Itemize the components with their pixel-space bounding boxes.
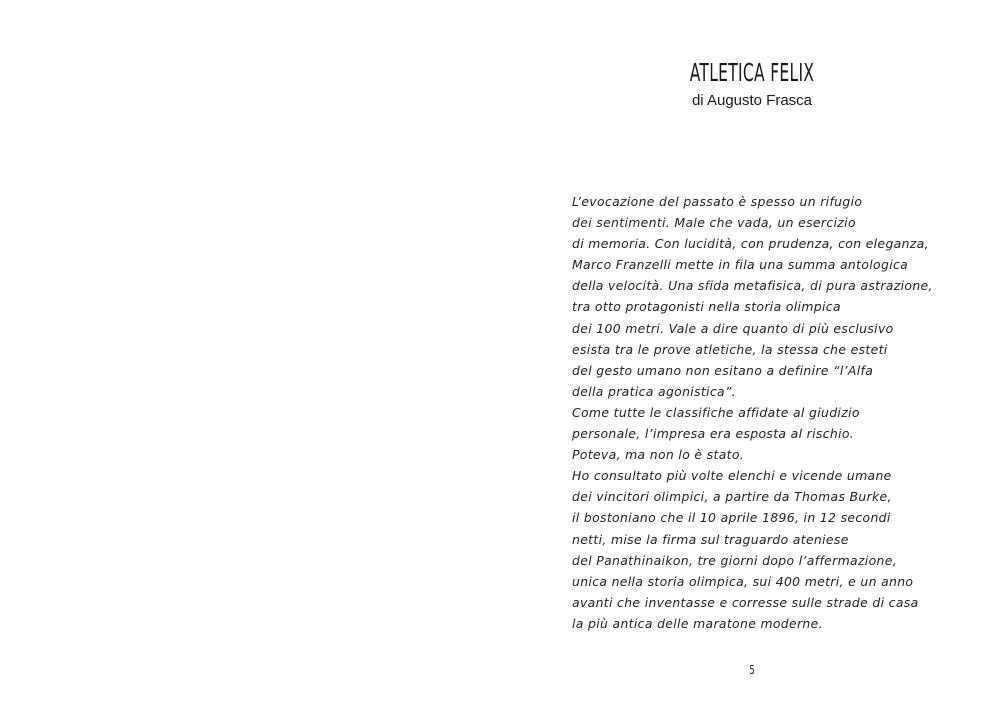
body-line: unica nella storia olimpica, sui 400 metri, e un anno bbox=[572, 573, 914, 589]
body-line: della pratica agonistica”. bbox=[572, 383, 737, 399]
body-line: netti, mise la firma sul traguardo ateniese bbox=[572, 531, 849, 547]
body-line: Poteva, ma non lo è stato. bbox=[572, 447, 745, 463]
body-line: dei vincitori olimpici, a partire da Thomas Burke, bbox=[572, 489, 892, 505]
body-line: avanti che inventasse e corresse sulle strade di casa bbox=[572, 594, 919, 610]
body-line: la più antica delle maratone moderne. bbox=[572, 615, 823, 631]
body-line: del Panathinaikon, tre giorni dopo l’affermazione, bbox=[572, 552, 897, 568]
body-line: dei sentimenti. Male che vada, un esercizio bbox=[572, 215, 856, 231]
body-line: tra otto protagonisti nella storia olimpica bbox=[572, 299, 841, 315]
page-number: 5 bbox=[749, 663, 755, 677]
body-line: personale, l’impresa era esposta al rischio. bbox=[572, 426, 855, 442]
article-title: ATLETICA FELIX bbox=[689, 58, 815, 87]
body-line: Marco Franzelli mette in fila una summa antologica bbox=[572, 257, 909, 273]
body-line: della velocità. Una sfida metafisica, di pura astrazione, bbox=[572, 278, 933, 294]
body-line: Come tutte le classifiche affidate al giudizio bbox=[572, 404, 860, 420]
article-author: di Augusto Frasca bbox=[691, 92, 813, 109]
article-body bbox=[572, 191, 982, 634]
body-line: L’evocazione del passato è spesso un rifugio bbox=[572, 194, 863, 209]
body-line: del gesto umano non esitano a definire “l’Alfa bbox=[572, 362, 874, 378]
body-line: Ho consultato più volte elenchi e vicende umane bbox=[572, 468, 892, 484]
body-line: esista tra le prove atletiche, la stessa che esteti bbox=[572, 341, 888, 357]
body-line: di memoria. Con lucidità, con prudenza, con eleganza, bbox=[572, 236, 929, 252]
body-line: dei 100 metri. Vale a dire quanto di più esclusivo bbox=[572, 320, 894, 336]
right-page bbox=[496, 0, 992, 718]
body-line: il bostoniano che il 10 aprile 1896, in 12 secondi bbox=[572, 510, 891, 526]
